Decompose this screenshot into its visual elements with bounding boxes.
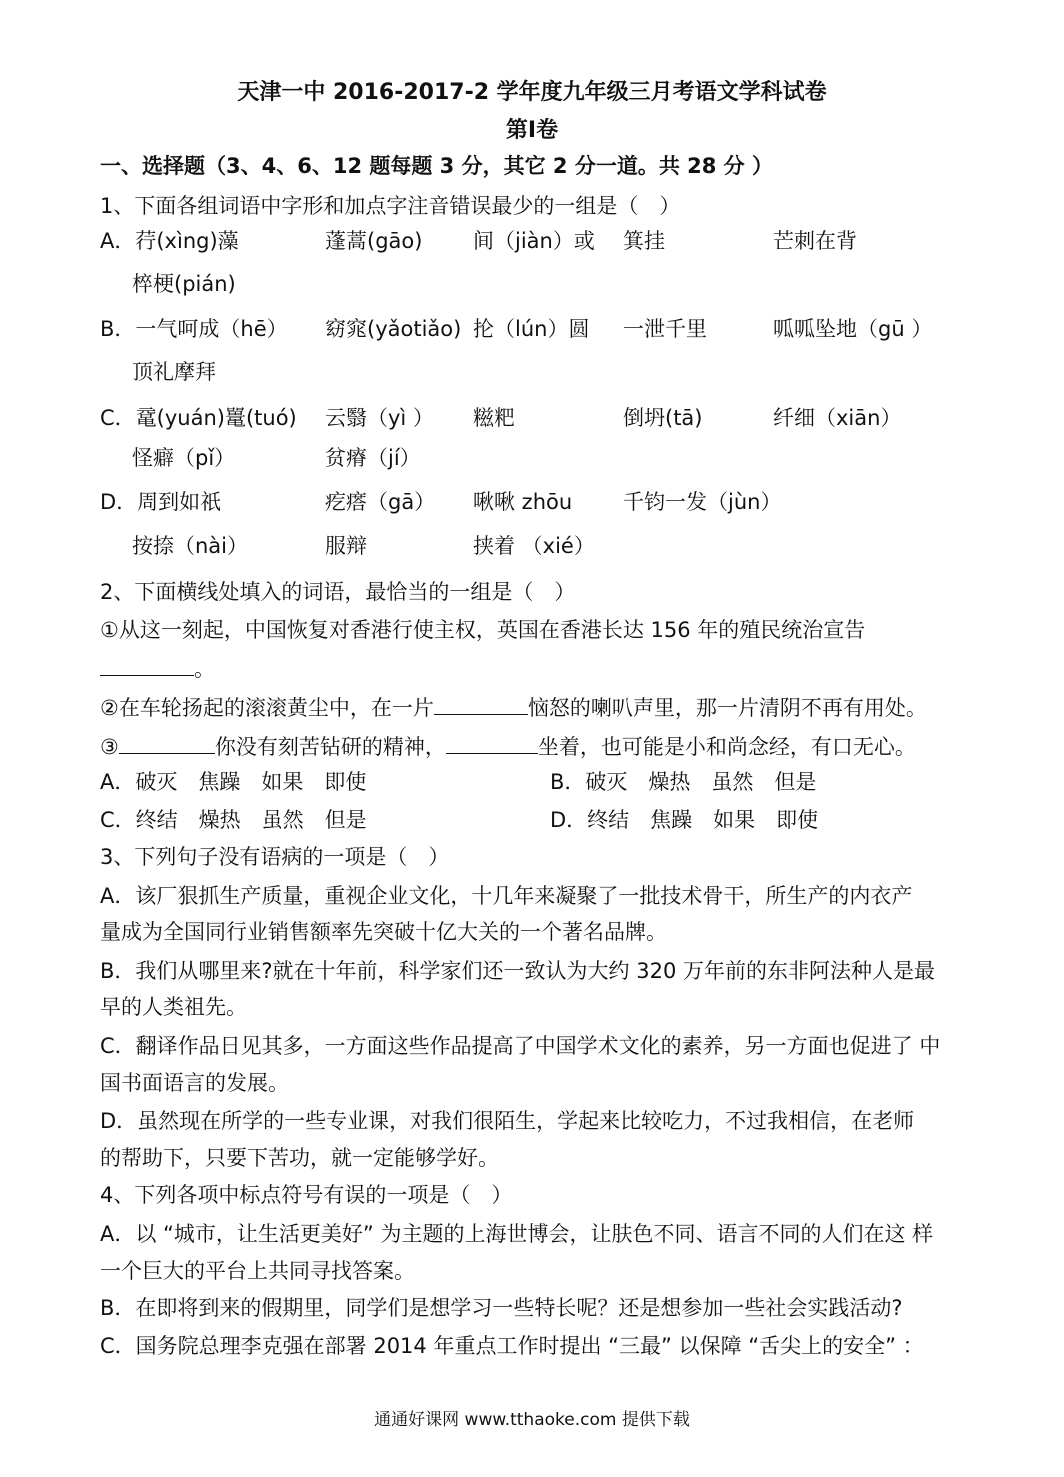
q4-option-a-line2: 一个巨大的平台上共同寻找答案。 bbox=[100, 1259, 415, 1283]
q2-blank-1 bbox=[100, 657, 194, 676]
q2-option-d: D．终结 焦躁 如果 即使 bbox=[550, 808, 819, 832]
q2-sentence-1-end: 。 bbox=[100, 657, 215, 680]
page-footer: 通通好课网 www.tthaoke.com 提供下载 bbox=[374, 1410, 690, 1430]
q3-option-a-line1: A．该厂狠抓生产质量，重视企业文化，十几年来凝聚了一批技术骨干，所生产的内衣产 bbox=[100, 884, 913, 908]
volume-heading: 第Ⅰ卷 bbox=[505, 118, 559, 143]
q2-option-b: B．破灭 燥热 虽然 但是 bbox=[550, 770, 817, 794]
q2-sentence-3: ③ 你没有刻苦钻研的精神， 坐着，也可能是小和尚念经，有口无心。 bbox=[100, 735, 916, 759]
q2-option-a: A．破灭 焦躁 如果 即使 bbox=[100, 770, 367, 794]
q4-option-c-line1: C．国务院总理李克强在部署 2014 年重点工作时提出 “三最” 以保障 “舌尖上的安全” ： bbox=[100, 1334, 924, 1358]
q1-stem: 1、下面各组词语中字形和加点字注音错误最少的一组是（ ） bbox=[100, 194, 681, 218]
q4-stem: 4、下列各项中标点符号有误的一项是（ ） bbox=[100, 1183, 513, 1207]
q3-option-d-line2: 的帮助下，只要下苦功，就一定能够学好。 bbox=[100, 1146, 499, 1170]
q2-option-c: C．终结 燥热 虽然 但是 bbox=[100, 808, 367, 832]
exam-title: 天津一中 2016-2017-2 学年度九年级三月考语文学科试卷 bbox=[237, 80, 827, 105]
q3-option-b-line2: 早的人类祖先。 bbox=[100, 995, 247, 1019]
q4-option-b-line1: B．在即将到来的假期里，同学们是想学习一些特长呢？还是想参加一些社会实践活动? bbox=[100, 1296, 903, 1320]
q2-blank-4 bbox=[446, 735, 538, 754]
q3-option-d-line1: D．虽然现在所学的一些专业课，对我们很陌生，学起来比较吃力，不过我相信，在老师 bbox=[100, 1109, 915, 1133]
q2-sentence-2: ②在车轮扬起的滚滚黄尘中，在一片 恼怒的喇叭声里，那一片清阴不再有用处。 bbox=[100, 696, 927, 720]
q2-blank-3 bbox=[119, 735, 215, 754]
q4-option-a-line1: A．以 “城市，让生活更美好” 为主题的上海世博会，让肤色不同、语言不同的人们在这 样 bbox=[100, 1222, 934, 1246]
q2-blank-2 bbox=[434, 696, 528, 715]
q2-sentence-1: ①从这一刻起，中国恢复对香港行使主权，英国在香港长达 156 年的殖民统治宣告 bbox=[100, 618, 866, 642]
q2-stem: 2、下面横线处填入的词语，最恰当的一组是（ ） bbox=[100, 580, 576, 604]
q3-option-c-line1: C．翻译作品日见其多，一方面这些作品提高了中国学术文化的素养，另一方面也促进了 中 bbox=[100, 1034, 941, 1058]
q3-option-a-line2: 量成为全国同行业销售额率先突破十亿大关的一个著名品牌。 bbox=[100, 920, 667, 944]
q3-option-b-line1: B．我们从哪里来?就在十年前，科学家们还一致认为大约 320 万年前的东非阿法种人是最 bbox=[100, 959, 935, 983]
q3-option-c-line2: 国书面语言的发展。 bbox=[100, 1071, 289, 1095]
q3-stem: 3、下列句子没有语病的一项是（ ） bbox=[100, 845, 450, 869]
exam-page: 天津一中 2016-2017-2 学年度九年级三月考语文学科试卷 第Ⅰ卷 一、选择题（3、4、6、12 题每题 3 分，其它 2 分一道。共 28 分 ） 1、下面各组词语中字形和加点字注音错误最少的一组是（ ） A．荇(xìng)藻 蓬蒿(gāo) 间（jiàn）或 箕挂 芒刺在背 椊梗(pián) B．一气呵成（hē） 窈窕(yǎotiǎo) 抡（lún）圆 一泄千里 呱呱坠地（gū ） 顶礼摩拜 C．鼋(yuán)鼍(tuó) 云翳（yì ） 糍粑 倒坍(tā) 纤细（xiān） 怪癖（pǐ） 贫瘠（jí） D．周到如祇 疙瘩（gā） 啾啾 zhōu 千钧一发（jùn） 按捺（nài） 服辩 挟着 （xié） 2、下面横线处填入的词语，最恰当的一组是（ ） ①从这一刻起，中国恢复对香港行使主权，英国在香港长达 156 年的殖民统治宣告 。 ②在车轮扬起的滚滚黄尘中，在一片 恼怒的喇叭声里，那一片清阴不再有用处。 ③ 你没有刻苦钻研的精神， 坐着，也可能是小和尚念经，有口无心。 A．破灭 焦躁 如果 即使 B．破灭 燥热 虽然 但是 C．终结 燥热 虽然 但是 D．终结 焦躁 如果 即使 3、下列句子没有语病的一项是（ ） A．该厂狠抓生产质量，重视企业文化，十几年来凝聚了一批技术骨干，所生产的内衣产 量成为全国同行业销售额率先突破十亿大关的一个著名品牌。 B．我们从哪里来?就在十年前，科学家们还一致认为大约 320 万年前的东非阿法种人是最 早的人类祖先。 C．翻译作品日见其多，一方面这些作品提高了中国学术文化的素养，另一方面也促进了 中 国书面语言的发展。 D．虽然现在所学的一些专业课，对我们很陌生，学起来比较吃力，不过我相信，在老师 的帮助下，只要下苦功，就一定能够学好。 4、下列各项中标点符号有误的一项是（ ） A．以 “城市，让生活更美好” 为主题的上海世博会，让肤色不同、语言不同的人们在这 样 一个巨大的平台上共同寻找答案。 B．在即将到来的假期里，同学们是想学习一些特长呢？还是想参加一些社会实践活动? C．国务院总理李克强在部署 2014 年重点工作时提出 “三最” 以保障 “舌尖上的安全” ： 通通好课网 www.tthaoke.com 提供下载 bbox=[0, 0, 1064, 1477]
section-header: 一、选择题（3、4、6、12 题每题 3 分，其它 2 分一道。共 28 分 ） bbox=[100, 154, 773, 178]
